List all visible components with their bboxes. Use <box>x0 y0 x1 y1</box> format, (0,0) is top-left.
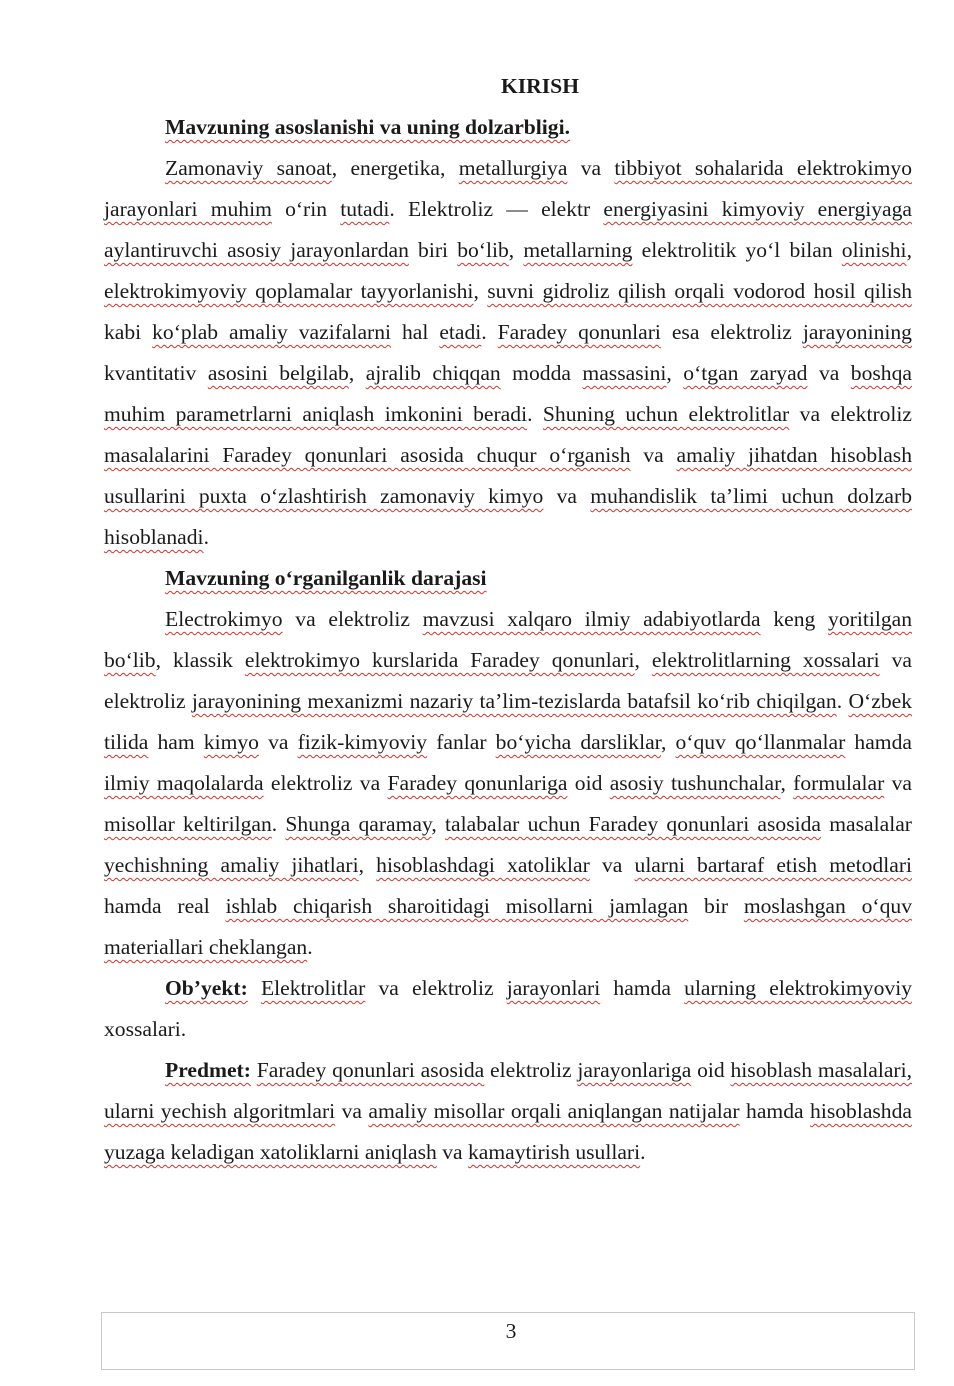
text-run: xossalari. <box>104 1017 187 1041</box>
text-run: biri <box>408 238 458 262</box>
misspelled-word: hisoblash masalalari, ularni yechish algoritmlari <box>104 1058 913 1123</box>
page-number: 3 <box>505 1319 517 1343</box>
misspelled-word: moslashgan o‘quv materiallari cheklangan <box>104 894 912 959</box>
text-run: kabi <box>104 320 153 344</box>
misspelled-word: elektrokimyo kurslarida Faradey qonunlari <box>244 648 635 672</box>
text-run: oid <box>567 771 610 795</box>
misspelled-word: misollar keltirilgan <box>104 812 272 836</box>
misspelled-word: bo‘lib <box>457 238 509 262</box>
text-run: va <box>436 1140 468 1164</box>
section-title-relevance <box>104 107 912 148</box>
text-run: . <box>203 525 209 549</box>
text-run: . <box>640 1140 646 1164</box>
misspelled-word: elektrolitlarning xossalari <box>651 648 880 672</box>
misspelled-word: yechishning amaliy jihatlari <box>104 853 359 877</box>
section-title-text: Mavzuning asoslanishi va uning dolzarbligi. <box>165 115 570 139</box>
page-heading: KIRISH <box>500 74 579 98</box>
text-run: ham <box>148 730 204 754</box>
text-run: va <box>807 361 851 385</box>
text-run: . <box>527 402 543 426</box>
misspelled-word: asosini belgilab <box>207 361 349 385</box>
text-run: . <box>481 320 498 344</box>
misspelled-word: ajralib chiqqan <box>365 361 501 385</box>
misspelled-word: hisoblashdagi xatoliklar <box>376 853 590 877</box>
misspelled-word: Zamonaviy sanoat <box>165 156 332 180</box>
text-run: va <box>567 156 615 180</box>
misspelled-word: ishlab chiqarish sharoitidagi misollarni jamlagan <box>225 894 689 918</box>
misspelled-word: metallarning <box>523 238 633 262</box>
section-title-text: Mavzuning o‘rganilganlik darajasi <box>165 566 487 590</box>
misspelled-word: Elektrolitlar <box>260 976 366 1000</box>
object-label: Ob’yekt: <box>165 976 248 1000</box>
subject-label: Predmet: <box>165 1058 251 1082</box>
misspelled-word: jarayonlariga <box>577 1058 692 1082</box>
text-run: va elektroliz <box>789 402 913 426</box>
text-run: . <box>271 812 286 836</box>
text-run: , <box>431 812 446 836</box>
misspelled-word: masalalarini Faradey qonunlari asosida chuqur o‘rganish <box>104 443 631 467</box>
misspelled-word: suvni gidroliz qilish orqali vodorod hosil qilish <box>487 279 912 303</box>
text-run: va <box>258 730 298 754</box>
misspelled-word: o‘quv qo‘llanmalar <box>675 730 846 754</box>
text-run: esa elektroliz <box>660 320 803 344</box>
misspelled-word: bo‘yicha darsliklar <box>495 730 662 754</box>
text-run: elektrolitik yo‘l bilan <box>632 238 842 262</box>
text-run: va <box>543 484 591 508</box>
text-run: va <box>335 1099 369 1123</box>
text-run: hamda <box>600 976 685 1000</box>
misspelled-word: ko‘plab amaliy vazifalarni <box>152 320 392 344</box>
misspelled-word: elektrokimyoviy qoplamalar tayyorlanishi <box>104 279 474 303</box>
misspelled-word: ularning elektrokimyoviy <box>684 976 912 1000</box>
text-run: fanlar <box>427 730 496 754</box>
misspelled-word: o‘tgan zaryad <box>683 361 808 385</box>
text-run: va <box>884 771 913 795</box>
misspelled-word: etadi <box>439 320 482 344</box>
misspelled-word: mavzusi xalqaro ilmiy adabiyotlarda <box>422 607 761 631</box>
text-run: keng <box>760 607 829 631</box>
paragraph-object <box>104 968 912 1050</box>
text-run: , <box>473 279 488 303</box>
text-run: . <box>836 689 849 713</box>
misspelled-word: kamaytirish usullari <box>467 1140 641 1164</box>
misspelled-word: Faradey qonunlariga <box>387 771 568 795</box>
text-run: masalalar <box>821 812 912 836</box>
text-run: hal <box>391 320 440 344</box>
text-run: o‘rin <box>271 197 341 221</box>
text-run: hamda <box>845 730 912 754</box>
misspelled-word: Faradey qonunlari asosida <box>256 1058 485 1082</box>
paragraph-relevance <box>104 148 912 558</box>
page-body <box>104 66 912 1173</box>
page-footer <box>101 1312 915 1370</box>
text-run: hamda real <box>104 894 226 918</box>
text-run: hamda <box>739 1099 811 1123</box>
text-run: , klassik <box>155 648 245 672</box>
misspelled-word: talabalar uchun Faradey qonunlari asosida <box>445 812 822 836</box>
text-run: , <box>634 648 652 672</box>
text-run: va <box>630 443 677 467</box>
misspelled-word: ilmiy maqolalarda <box>104 771 264 795</box>
text-run: , <box>906 238 912 262</box>
misspelled-word: ularni bartaraf etish metodlari <box>634 853 913 877</box>
misspelled-word: energiyasini kimyoviy energiyaga aylantiruvchi asosiy jarayonlardan <box>104 197 913 262</box>
text-run: bir <box>688 894 744 918</box>
text-run: , <box>508 238 524 262</box>
text-run: , <box>661 730 676 754</box>
text-run: , <box>780 771 794 795</box>
misspelled-word: kimyo <box>203 730 259 754</box>
paragraph-subject <box>104 1050 912 1173</box>
misspelled-word: Faradey qonunlari <box>497 320 661 344</box>
misspelled-word: Shunga qaramay <box>285 812 432 836</box>
misspelled-word: formulalar <box>793 771 885 795</box>
misspelled-word: tibbiyot sohalarida elektrokimyo jarayonlari muhim <box>104 156 913 221</box>
misspelled-word: massasini <box>582 361 667 385</box>
misspelled-word: asosiy tushunchalar <box>609 771 781 795</box>
misspelled-word: fizik-kimyoviy <box>297 730 428 754</box>
misspelled-word: jarayonining <box>802 320 912 344</box>
text-run: va <box>589 853 635 877</box>
misspelled-word: yoritilgan bo‘lib <box>104 607 912 672</box>
text-run: , energetika, <box>331 156 459 180</box>
text-run: va elektroliz <box>104 648 912 713</box>
text-run: . <box>307 935 313 959</box>
text-run: , <box>348 361 366 385</box>
misspelled-word: jarayonlari <box>506 976 601 1000</box>
text-run <box>248 976 261 1000</box>
misspelled-word: tutadi <box>340 197 390 221</box>
text-run: oid <box>691 1058 731 1082</box>
misspelled-word: Electrokimyo <box>165 607 283 631</box>
misspelled-word: jarayonining mexanizmi nazariy ta’lim-tezislarda batafsil ko‘rib chiqilgan <box>191 689 837 713</box>
misspelled-word: olinishi <box>841 238 907 262</box>
text-run: elektroliz <box>484 1058 578 1082</box>
text-run: va elektroliz <box>365 976 507 1000</box>
section-title-study-level <box>104 558 912 599</box>
text-run: modda <box>500 361 583 385</box>
misspelled-word: muhandislik ta’limi uchun dolzarb hisoblanadi <box>104 484 912 549</box>
misspelled-word: amaliy misollar orqali aniqlangan natijalar <box>368 1099 740 1123</box>
paragraph-study-level <box>104 599 912 968</box>
misspelled-word: hisoblashda yuzaga keladigan xatoliklarni aniqlash <box>104 1099 912 1164</box>
text-run: va elektroliz <box>282 607 423 631</box>
text-run: elektroliz va <box>263 771 388 795</box>
text-run: , <box>358 853 377 877</box>
misspelled-word: O‘zbek tilida <box>104 689 913 754</box>
text-run: , <box>666 361 684 385</box>
text-run: . Elektroliz — elektr <box>389 197 604 221</box>
text-run: kvantitativ <box>104 361 208 385</box>
misspelled-word: amaliy jihatdan hisoblash usullarini puxta o‘zlashtirish zamonaviy kimyo <box>104 443 912 508</box>
misspelled-word: boshqa muhim parametrlarni aniqlash imkonini beradi <box>104 361 912 426</box>
misspelled-word: metallurgiya <box>458 156 568 180</box>
misspelled-word: Shuning uchun elektrolitlar <box>542 402 790 426</box>
